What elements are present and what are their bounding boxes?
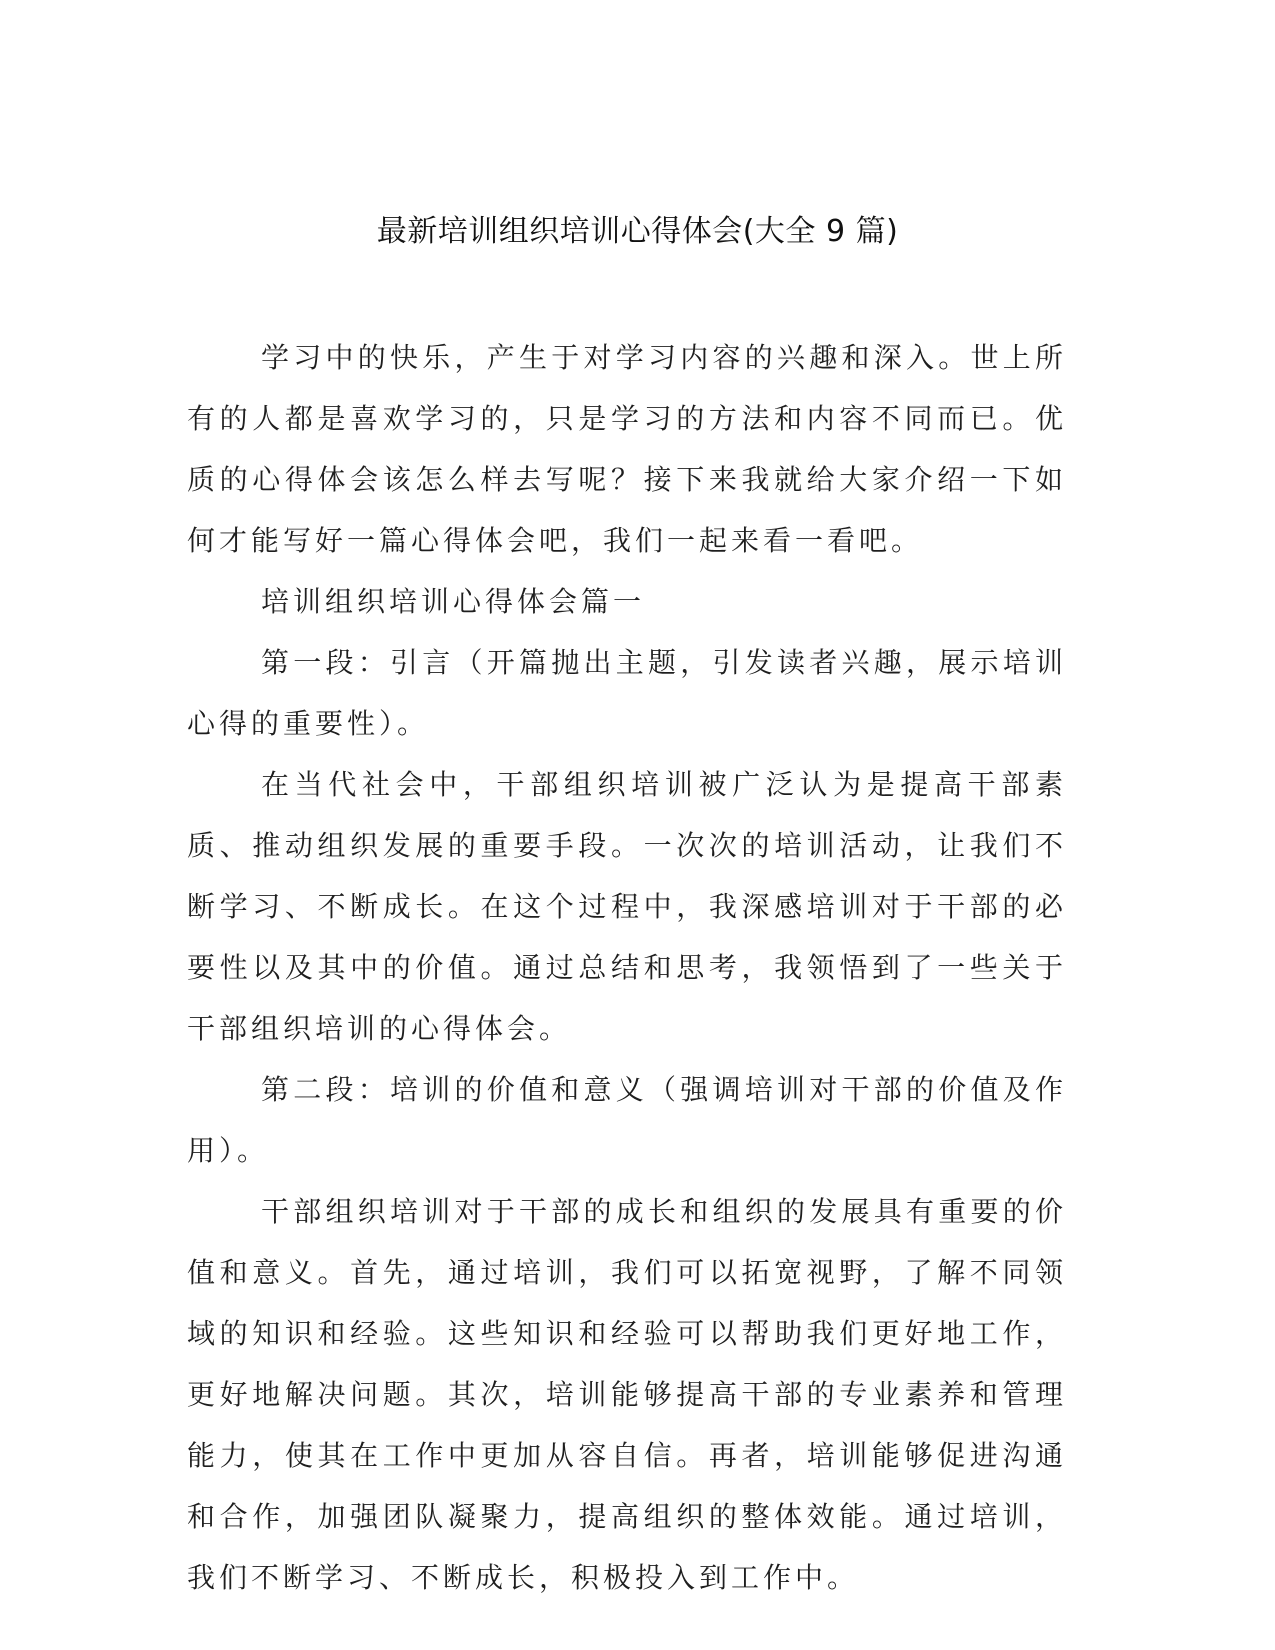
section-heading: 培训组织培训心得体会篇一: [261, 585, 646, 618]
document-title: 最新培训组织培训心得体会(大全 9 篇): [376, 214, 899, 249]
paragraph-part-one-heading: 第一段：引言（开篇抛出主题，引发读者兴趣，展示培训心得的重要性）。: [187, 646, 1067, 740]
paragraph-part-one-body: 在当代社会中，干部组织培训被广泛认为是提高干部素质、推动组织发展的重要手段。一次次的培训活动，让我们不断学习、不断成长。在这个过程中，我深感培训对于干部的必要性以及其中的价值。通过总结和思考，我领悟到了一些关于干部组织培训的心得体会。: [187, 768, 1067, 1045]
paragraph-intro: 学习中的快乐，产生于对学习内容的兴趣和深入。世上所有的人都是喜欢学习的，只是学习的方法和内容不同而已。优质的心得体会该怎么样去写呢？接下来我就给大家介绍一下如何才能写好一篇心得体会吧，我们一起来看一看吧。: [187, 341, 1067, 557]
document-body: [187, 327, 1067, 1608]
paragraph-part-two-body: 干部组织培训对于干部的成长和组织的发展具有重要的价值和意义。首先，通过培训，我们可以拓宽视野，了解不同领域的知识和经验。这些知识和经验可以帮助我们更好地工作，更好地解决问题。其次，培训能够提高干部的专业素养和管理能力，使其在工作中更加从容自信。再者，培训能够促进沟通和合作，加强团队凝聚力，提高组织的整体效能。通过培训，我们不断学习、不断成长，积极投入到工作中。: [187, 1195, 1067, 1594]
paragraph-part-two-heading: 第二段：培训的价值和意义（强调培训对干部的价值及作用）。: [187, 1073, 1067, 1167]
